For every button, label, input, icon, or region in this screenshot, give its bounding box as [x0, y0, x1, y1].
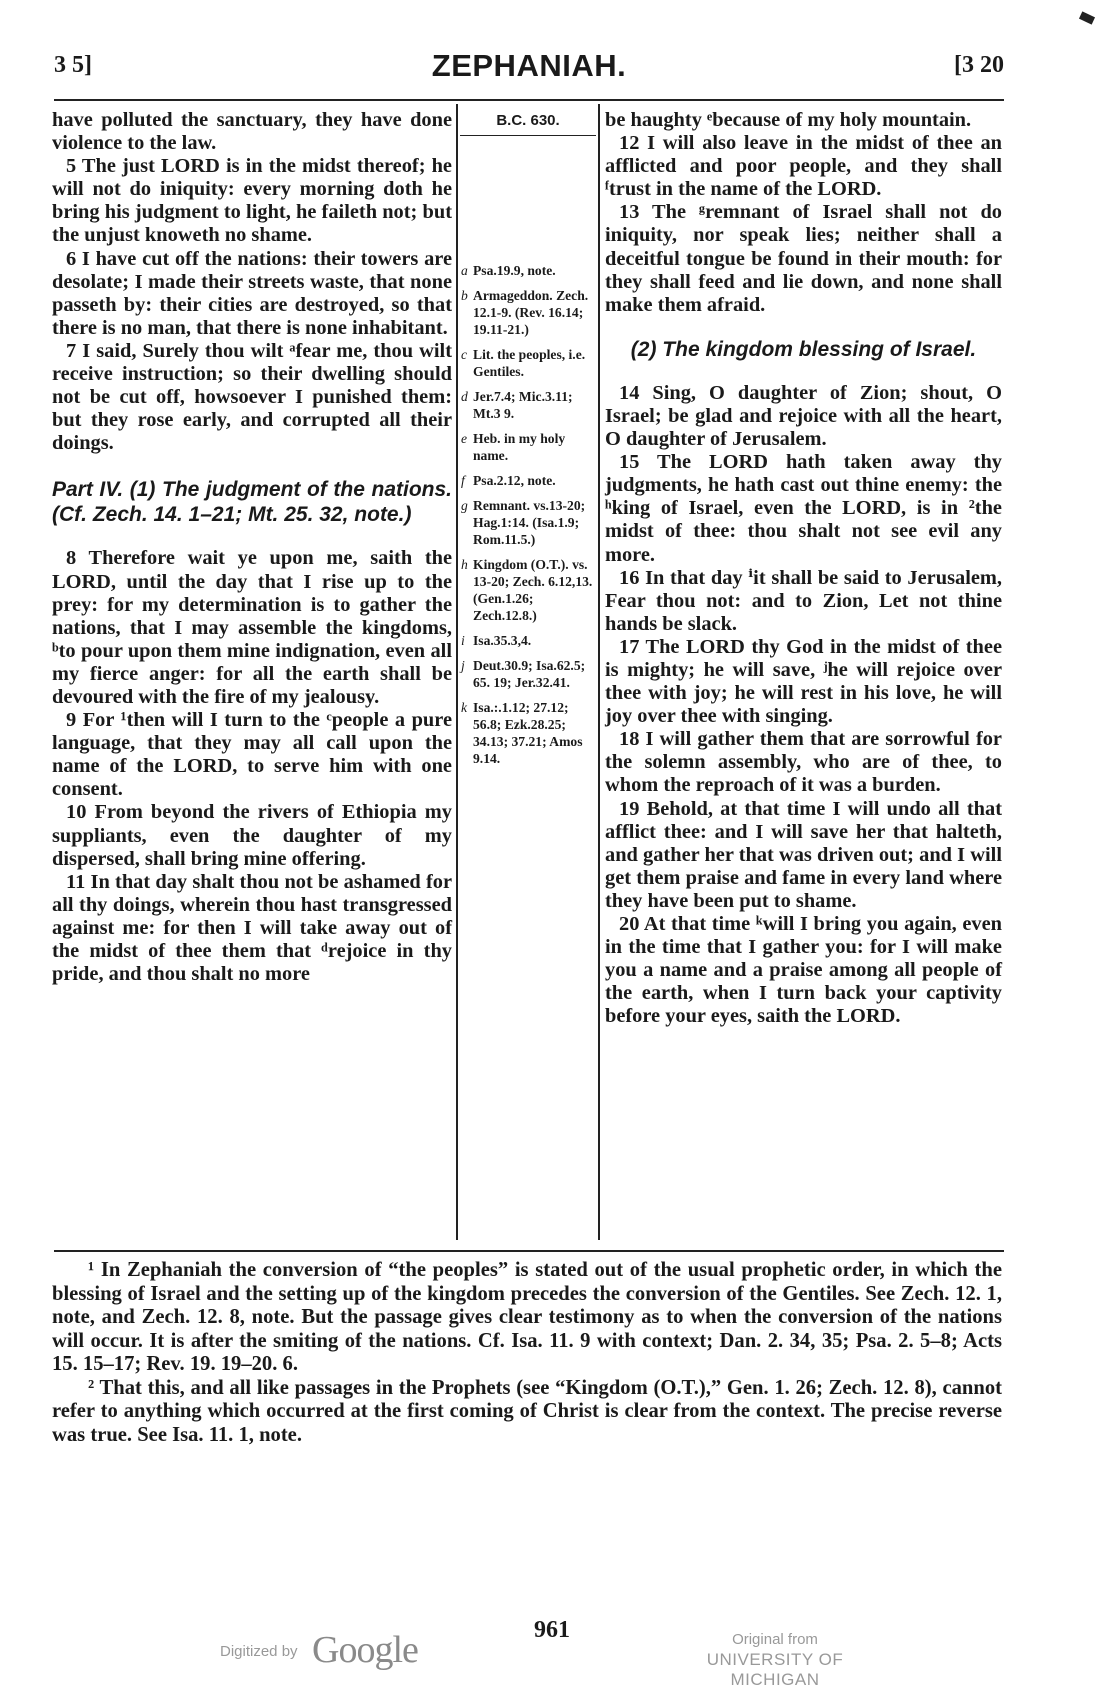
verse-text: 18 I will gather them that are sorrowful for the solemn assembly, who are of thee, to whom the reproach of it was a burden.	[605, 728, 1002, 797]
original-from-text: Original from	[732, 1631, 818, 1648]
header-chapter-end: [3 20	[954, 52, 1004, 78]
verse-text: 10 From beyond the rivers of Ethiopia my suppliants, even the daughter of my dispersed, shall bring mine offering.	[52, 801, 452, 870]
cross-reference: h Kingdom (O.T.). vs. 13-20; Zech. 6.12,13. (Gen.1.26; Zech.12.8.)	[461, 557, 593, 623]
column-divider	[456, 104, 458, 1240]
verse-text: 16 In that day ⁱit shall be said to Jerusalem, Fear thou not: and to Zion, Let not thine hands be slack.	[605, 566, 1002, 635]
cross-reference: f Psa.2.12, note.	[461, 473, 556, 488]
header-rule	[54, 99, 1004, 101]
verse-text: 12 I will also leave in the midst of thee an afflicted and poor people, and they shall ᶠtrust in the name of the LORD.	[605, 132, 1002, 201]
cross-reference: c Lit. the peoples, i.e. Gentiles.	[461, 347, 586, 379]
verse-text: 14 Sing, O daughter of Zion; shout, O Israel; be glad and rejoice with all the heart, O daughter of Jerusalem.	[605, 381, 1002, 451]
footnote-rule	[54, 1250, 1004, 1252]
left-column	[52, 109, 452, 986]
margin-date-rule	[460, 135, 596, 136]
original-from-label	[660, 1630, 890, 1690]
verse-text: be haughty ᵉbecause of my holy mountain.	[605, 109, 972, 131]
page-header	[54, 48, 1004, 92]
verse-text: 8 Therefore wait ye upon me, saith the LORD, until the day that I rise up to the prey: for my determination is to gather the nations, that I may assemble the kingdoms, ᵇto pour upon them mine indignation, even all my fierce anger: for all the earth shall be devoured with the fire of my jealousy.	[52, 547, 452, 708]
cross-reference: b Armageddon. Zech. 12.1-9. (Rev. 16.14; 19.11-21.)	[461, 288, 589, 337]
cross-reference: e Heb. in my holy name.	[461, 431, 566, 463]
footnote: ¹ In Zephaniah the conversion of “the peoples” is stated out of the usual prophetic order, in which the blessing of Israel and the setting up of the kingdom precedes the conversion of the Gentiles. See Zech. 12. 1, note, and Zech. 12. 8, note. But the passage gives clear testimony as to when the conversion of the nations will occur. It is after the smiting of the nations. Cf. Isa. 11. 9 with context; Dan. 2. 34, 35; Psa. 2. 5–8; Acts 15. 15–17; Rev. 19. 19–20. 6.	[52, 1259, 1002, 1375]
cross-references	[461, 262, 597, 775]
cross-reference: j Deut.30.9; Isa.62.5; 65. 19; Jer.32.41.	[461, 658, 586, 690]
verse-text: have polluted the sanctuary, they have done violence to the law.	[52, 109, 452, 155]
section-heading: Part IV. (1) The judgment of the nations. (Cf. Zech. 14. 1–21; Mt. 25. 32, note.)	[52, 478, 452, 527]
right-column	[605, 109, 1002, 1028]
google-logo: Google	[312, 1629, 418, 1671]
verse-text: 15 The LORD hath taken away thy judgments, he hath cast out thine enemy: the ʰking of Israel, even the LORD, is in ²the midst of thee: thou shalt not see evil any more.	[605, 451, 1002, 566]
university-name: UNIVERSITY OF MICHIGAN	[706, 1650, 844, 1689]
page-number: 961	[534, 1617, 570, 1643]
cross-reference: k Isa.:.1.12; 27.12; 56.8; Ezk.28.25; 34.13; 37.21; Amos 9.14.	[461, 700, 583, 766]
verse-text: 5 The just LORD is in the midst thereof; he will not do iniquity: every morning doth he bring his judgment to light, he faileth not; but the unjust knoweth no shame.	[52, 155, 452, 247]
verse-text: 13 The ᵍremnant of Israel shall not do iniquity, nor speak lies; neither shall a deceitful tongue be found in their mouth: for they shall feed and lie down, and none shall make them afraid.	[605, 201, 1002, 316]
cross-reference: i Isa.35.3,4.	[461, 633, 532, 648]
cross-reference: a Psa.19.9, note.	[461, 263, 556, 278]
verse-text: 6 I have cut off the nations: their towers are desolate; I made their streets waste, that none passeth by: their cities are destroyed, so that there is no man, that there is none inhabitant.	[52, 247, 452, 339]
verse-text: 19 Behold, at that time I will undo all that afflict thee: and I will save her that halteth, and gather her that was driven out; and I will get them praise and fame in every land where they have been put to shame.	[605, 797, 1002, 912]
corner-mark	[1079, 11, 1095, 24]
footnotes	[52, 1259, 1002, 1447]
verse-text: 11 In that day shalt thou not be ashamed for all thy doings, wherein thou hast transgressed against me: for then I will take away out of the midst of thee them that ᵈrejoice in thy pride, and thou shalt no more	[52, 870, 452, 986]
header-chapter-start: 3 5]	[54, 52, 92, 78]
verse-text: 9 For ¹then will I turn to the ᶜpeople a pure language, that they may all call upon the name of the LORD, to serve him with one consent.	[52, 709, 452, 801]
section-heading: (2) The kingdom blessing of Israel.	[630, 337, 977, 361]
cross-reference: g Remnant. vs.13-20; Hag.1:14. (Isa.1.9; Rom.11.5.)	[461, 498, 586, 547]
digitized-by-label: Digitized by	[220, 1643, 298, 1660]
verse-text: 20 At that time ᵏwill I bring you again, even in the time that I gather you: for I will make you a name and a praise among all people of the earth, when I turn back your captivity before your eyes, saith the LORD.	[605, 913, 1002, 1028]
book-title: ZEPHANIAH.	[431, 48, 627, 83]
cross-reference: d Jer.7.4; Mic.3.11; Mt.3 9.	[461, 389, 573, 421]
margin-date: B.C. 630.	[496, 112, 560, 129]
column-divider	[598, 104, 600, 1240]
verse-text: 17 The LORD thy God in the midst of thee is mighty; he will save, ʲhe will rejoice over thee with joy; he will rest in his love, he will joy over thee with singing.	[605, 635, 1002, 728]
footnote: ² That this, and all like passages in the Prophets (see “Kingdom (O.T.),” Gen. 1. 26; Zech. 12. 8), cannot refer to anything which occurred at the first coming of Christ is clear from the context. The precise reverse was true. See Isa. 11. 1, note.	[52, 1376, 1002, 1446]
verse-text: 7 I said, Surely thou wilt ᵃfear me, thou wilt receive instruction; so their dwelling should not be cut off, howsoever I punished them: but they rose early, and corrupted all their doings.	[52, 339, 452, 455]
